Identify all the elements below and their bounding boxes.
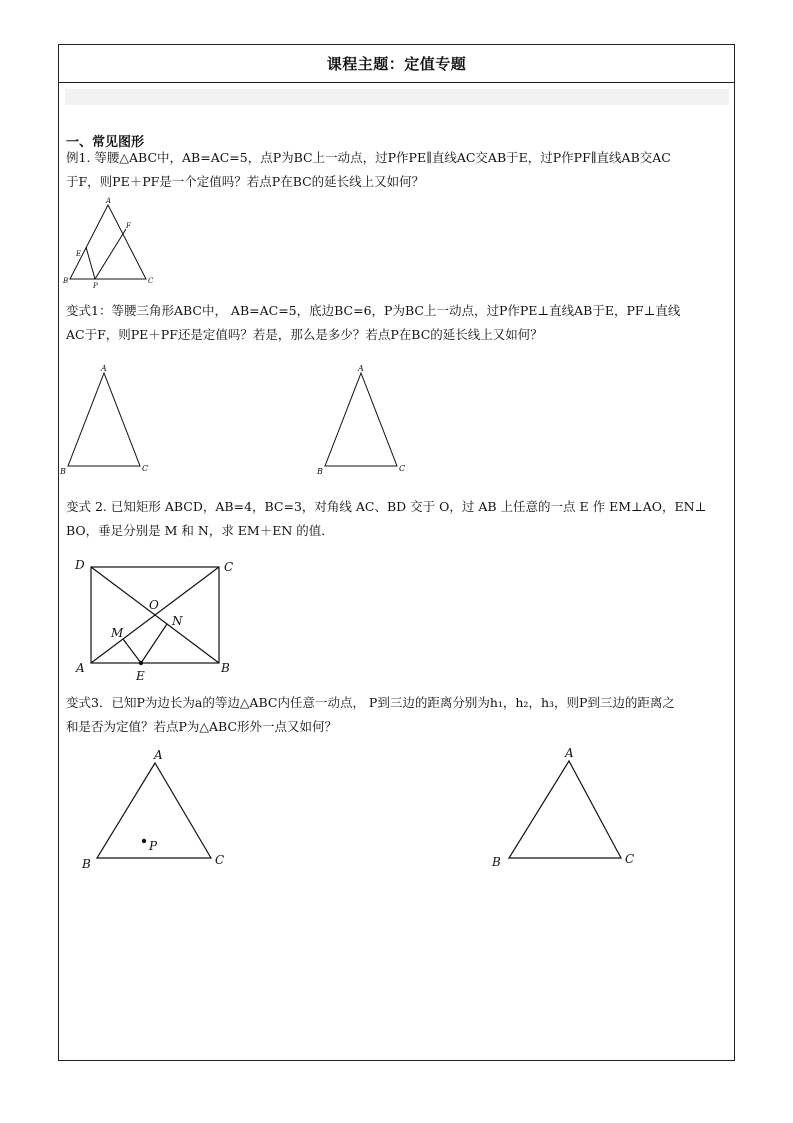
label-a: A xyxy=(106,197,112,205)
label-a: A xyxy=(76,661,85,675)
label-m: M xyxy=(111,626,124,640)
label-c: C xyxy=(625,852,635,866)
segment-en xyxy=(141,624,167,663)
triangle-abc xyxy=(325,373,397,466)
label-a: A xyxy=(358,364,364,373)
label-b: B xyxy=(60,467,66,476)
variant1-line2: AC于F，则PE＋PF还是定值吗？若是，那么是多少？若点P在BC的延长线上又如何？ xyxy=(66,327,543,342)
label-c: C xyxy=(399,464,406,473)
section-heading: 一、常见图形 xyxy=(66,135,145,150)
label-b: B xyxy=(63,277,69,285)
label-e: E xyxy=(136,669,145,683)
label-c: C xyxy=(142,464,149,473)
triangle-abc xyxy=(509,761,621,858)
label-d: D xyxy=(75,558,85,572)
label-b: B xyxy=(492,855,501,869)
label-b: B xyxy=(221,661,230,675)
example1-figure xyxy=(60,195,160,290)
variant3-figure-left xyxy=(75,745,235,875)
label-c: C xyxy=(148,277,154,285)
label-c: C xyxy=(224,560,234,574)
variant1-line1: 变式1：等腰三角形ABC中， AB=AC=5，底边BC=6，P为BC上一动点，过P作PE⊥直线AB于E，PF⊥直线 xyxy=(66,303,681,318)
triangle-abc xyxy=(68,373,140,466)
variant2-figure xyxy=(70,555,245,685)
variant3-line2: 和是否为定值？若点P为△ABC形外一点又如何？ xyxy=(66,719,338,734)
variant2-line1: 变式 2. 已知矩形 ABCD，AB=4，BC=3，对角线 AC、BD 交于 O，过 AB 上任意的一点 E 作 EM⊥AO，EN⊥ xyxy=(66,499,707,514)
example1-line2: 于F，则PE＋PF是一个定值吗？若点P在BC的延长线上又如何？ xyxy=(66,174,425,189)
label-a: A xyxy=(101,364,107,373)
label-o: O xyxy=(149,598,159,612)
variant1-figure-right xyxy=(315,363,415,478)
variant3-line1: 变式3．已知P为边长为a的等边△ABC内任意一动点， P到三边的距离分别为h₁，h₂，h₃，则P到三边的距离之 xyxy=(66,695,675,710)
shaded-band xyxy=(65,89,729,105)
label-p: P xyxy=(149,839,158,853)
segment-pe xyxy=(86,247,95,279)
triangle-abc xyxy=(70,205,146,279)
label-n: N xyxy=(172,614,183,628)
label-b: B xyxy=(317,467,323,476)
point-e xyxy=(139,661,143,665)
label-a: A xyxy=(565,746,574,760)
example1-line1: 例1. 等腰△ABC中，AB=AC=5，点P为BC上一动点，过P作PE∥直线AC交AB于E，过P作PF∥直线AB交AC xyxy=(66,150,671,165)
point-p xyxy=(142,839,146,843)
variant3-figure-right xyxy=(488,743,648,873)
label-e: E xyxy=(76,250,82,258)
segment-em xyxy=(123,639,141,663)
label-p: P xyxy=(93,282,98,290)
variant2-line2: BO，垂足分别是 M 和 N，求 EM＋EN 的值． xyxy=(66,523,334,538)
label-b: B xyxy=(82,857,91,871)
segment-pf xyxy=(95,229,126,279)
label-a: A xyxy=(154,748,163,762)
page-title: 课程主题：定值专题 xyxy=(59,45,734,83)
label-f: F xyxy=(126,222,131,230)
label-c: C xyxy=(215,853,225,867)
variant1-figure-left xyxy=(58,363,158,478)
